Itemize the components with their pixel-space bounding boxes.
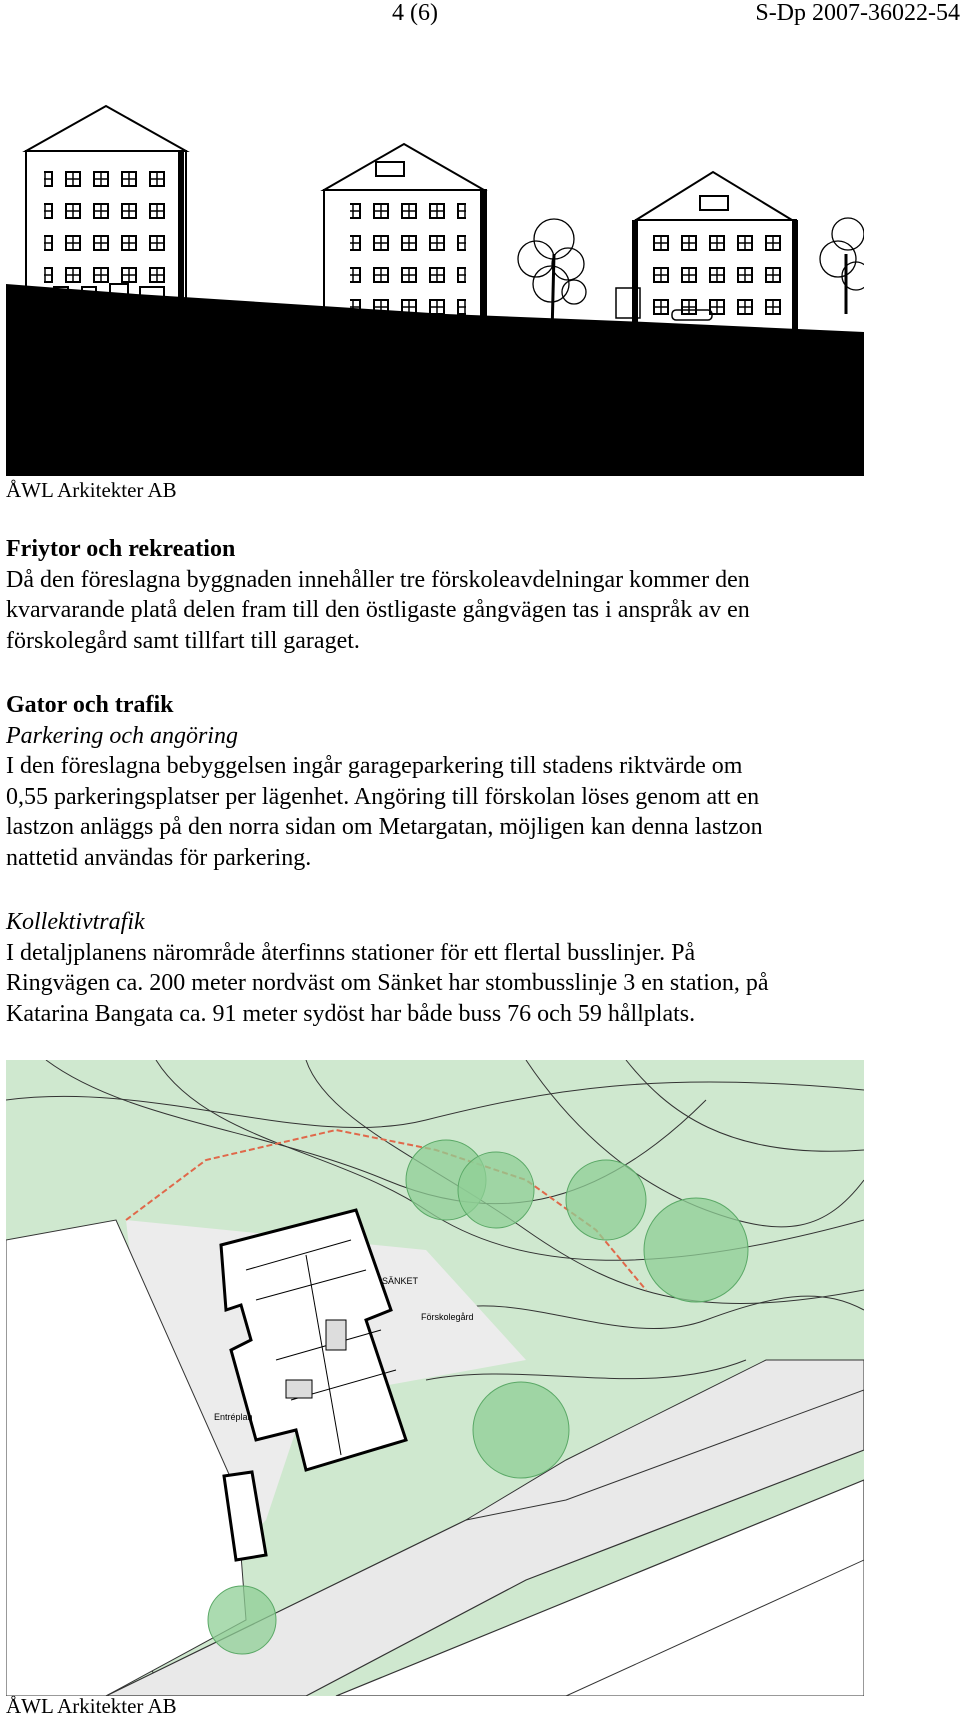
elevation-drawing bbox=[6, 104, 864, 476]
paragraph-line: kvarvarande platå delen fram till den östligaste gångvägen tas i anspråk av en bbox=[6, 597, 750, 623]
section-gator bbox=[6, 690, 866, 873]
building-3 bbox=[616, 172, 798, 330]
page-number: 4 (6) bbox=[392, 0, 438, 26]
paragraph-line: I den föreslagna bebyggelsen ingår garageparkering till stadens riktvärde om bbox=[6, 753, 743, 779]
heading-gator: Gator och trafik bbox=[6, 692, 174, 718]
elevation-credit: ÅWL Arkitekter AB bbox=[6, 478, 177, 502]
subheading-kollektiv: Kollektivtrafik bbox=[6, 909, 145, 935]
paragraph-line: Ringvägen ca. 200 meter nordväst om Sänket har stombusslinje 3 en station, på bbox=[6, 970, 769, 996]
subheading-parkering: Parkering och angöring bbox=[6, 722, 238, 749]
paragraph-line: Katarina Bangata ca. 91 meter sydöst har både buss 76 och 59 hållplats. bbox=[6, 1000, 696, 1027]
paragraph-line: I detaljplanens närområde återfinns stationer för ett flertal busslinjer. På bbox=[6, 939, 696, 966]
document-id: S-Dp 2007-36022-54 bbox=[755, 0, 960, 26]
page-header bbox=[0, 0, 960, 40]
building-1 bbox=[26, 106, 226, 318]
label-sanket: SÄNKET bbox=[382, 1276, 419, 1286]
paragraph-line: Då den föreslagna byggnaden innehåller tre förskoleavdelningar kommer den bbox=[6, 566, 750, 593]
paragraph-line: 0,55 parkeringsplatser per lägenhet. Angöring till förskolan löses genom att en bbox=[6, 783, 760, 810]
tree-icon bbox=[644, 1198, 748, 1302]
label-entreplan: Entréplan bbox=[214, 1412, 253, 1422]
tree-1 bbox=[518, 219, 586, 334]
paragraph-line: lastzon anläggs på den norra sidan om Metargatan, möjligen kan denna lastzon bbox=[6, 814, 763, 840]
heading-friytor: Friytor och rekreation bbox=[6, 536, 236, 562]
tree-icon bbox=[458, 1152, 534, 1228]
paragraph-line: nattetid användas för parkering. bbox=[6, 844, 312, 871]
tree-icon bbox=[208, 1586, 276, 1654]
plan-credit: ÅWL Arkitekter AB bbox=[6, 1694, 177, 1718]
section-friytor bbox=[6, 534, 866, 656]
label-forskolegard: Förskolegård bbox=[421, 1312, 474, 1322]
tree-icon bbox=[566, 1160, 646, 1240]
paragraph-line: förskolegård samt tillfart till garaget. bbox=[6, 627, 360, 654]
section-kollektiv bbox=[6, 907, 866, 1029]
site-plan bbox=[6, 1060, 864, 1696]
tree-2 bbox=[820, 218, 864, 314]
tree-icon bbox=[473, 1382, 569, 1478]
